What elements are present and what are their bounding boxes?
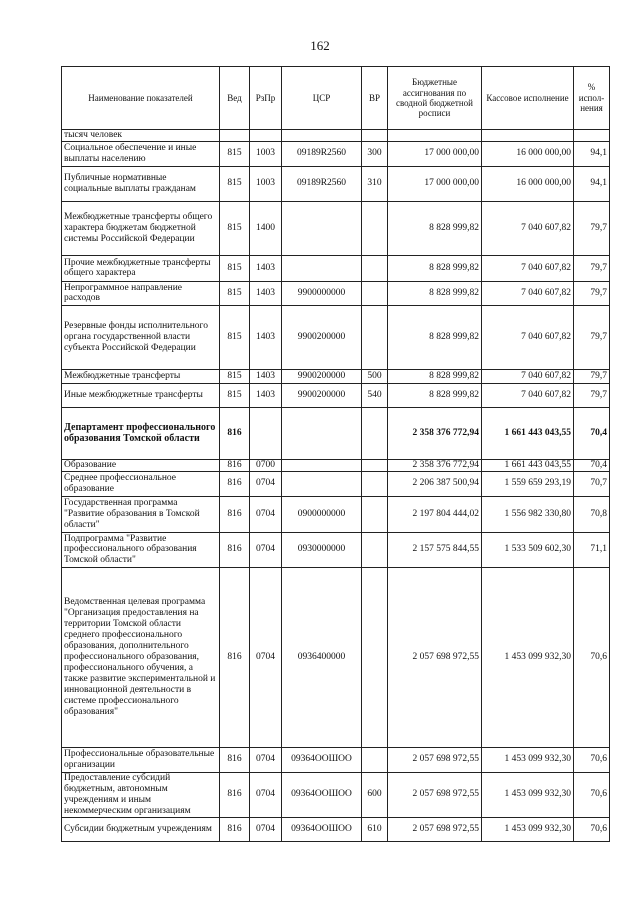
row-vr (362, 407, 388, 459)
table-row (62, 567, 610, 747)
row-ved: 815 (220, 255, 250, 281)
row-csr: 09189R2560 (282, 141, 362, 166)
row-rzpr (250, 407, 282, 459)
row-cash-execution: 1 453 099 932,30 (482, 817, 574, 841)
row-vr: 540 (362, 383, 388, 407)
row-percent: 70,4 (574, 407, 610, 459)
table-row (62, 141, 610, 166)
row-cash-execution: 7 040 607,82 (482, 369, 574, 383)
row-ved: 816 (220, 496, 250, 532)
row-csr: 09189R2560 (282, 166, 362, 201)
row-csr: 9900200000 (282, 383, 362, 407)
row-percent: 79,7 (574, 383, 610, 407)
header-csr: ЦСР (282, 67, 362, 130)
row-cash-execution: 16 000 000,00 (482, 141, 574, 166)
row-vr: 300 (362, 141, 388, 166)
header-assignments: Бюджетные ассигнования по сводной бюджетной росписи (388, 67, 482, 130)
row-name: Департамент профессионального образования Томской области (62, 407, 220, 459)
table-row (62, 281, 610, 305)
header-vr: ВР (362, 67, 388, 130)
row-ved: 815 (220, 383, 250, 407)
row-name: Межбюджетные трансферты общего характера бюджетам бюджетной системы Российской Федерации (62, 201, 220, 255)
row-vr (362, 747, 388, 772)
row-vr (362, 281, 388, 305)
row-csr: 09364OOШOO (282, 817, 362, 841)
table-row (62, 369, 610, 383)
row-vr (362, 305, 388, 369)
row-assignments: 2 057 698 972,55 (388, 772, 482, 817)
table-row (62, 255, 610, 281)
row-ved: 815 (220, 281, 250, 305)
row-ved: 816 (220, 407, 250, 459)
row-rzpr: 1403 (250, 305, 282, 369)
row-percent: 79,7 (574, 369, 610, 383)
table-row (62, 772, 610, 817)
row-rzpr: 0704 (250, 772, 282, 817)
row-vr (362, 255, 388, 281)
row-assignments: 2 358 376 772,94 (388, 407, 482, 459)
table-row (62, 496, 610, 532)
row-rzpr: 0700 (250, 459, 282, 471)
row-name: Межбюджетные трансферты (62, 369, 220, 383)
table-row (62, 817, 610, 841)
row-rzpr: 1400 (250, 201, 282, 255)
row-percent: 94,1 (574, 166, 610, 201)
row-name: Резервные фонды исполнительного органа государственной власти субъекта Российской Федерации (62, 305, 220, 369)
budget-table (61, 66, 610, 842)
row-assignments (388, 130, 482, 142)
row-ved: 816 (220, 817, 250, 841)
header-percent: % испол-нения (574, 67, 610, 130)
row-name: Публичные нормативные социальные выплаты гражданам (62, 166, 220, 201)
row-name: Предоставление субсидий бюджетным, автономным учреждениям и иным некоммерческим организациям (62, 772, 220, 817)
row-assignments: 2 206 387 500,94 (388, 471, 482, 496)
row-vr (362, 532, 388, 567)
row-name: Образование (62, 459, 220, 471)
row-name: Иные межбюджетные трансферты (62, 383, 220, 407)
row-rzpr: 1003 (250, 166, 282, 201)
row-ved: 816 (220, 747, 250, 772)
row-vr (362, 459, 388, 471)
row-assignments: 8 828 999,82 (388, 255, 482, 281)
row-ved: 815 (220, 141, 250, 166)
row-rzpr: 0704 (250, 567, 282, 747)
row-cash-execution: 1 559 659 293,19 (482, 471, 574, 496)
header-name: Наименование показателей (62, 67, 220, 130)
row-cash-execution: 1 661 443 043,55 (482, 407, 574, 459)
row-csr: 09364OOШOO (282, 747, 362, 772)
row-csr (282, 255, 362, 281)
row-ved: 815 (220, 369, 250, 383)
page-number: 162 (310, 38, 330, 53)
row-cash-execution: 1 453 099 932,30 (482, 567, 574, 747)
row-cash-execution: 7 040 607,82 (482, 201, 574, 255)
table-row (62, 459, 610, 471)
row-percent: 70,4 (574, 459, 610, 471)
row-name: тысяч человек (62, 130, 220, 142)
row-vr: 310 (362, 166, 388, 201)
row-vr (362, 567, 388, 747)
row-name: Субсидии бюджетным учреждениям (62, 817, 220, 841)
row-name: Государственная программа "Развитие образования в Томской области" (62, 496, 220, 532)
row-ved: 816 (220, 471, 250, 496)
row-csr: 0900000000 (282, 496, 362, 532)
row-name: Ведомственная целевая программа "Организация предоставления на территории Томской области среднего профессионального образования, дополнительного профессионального образования, профессионального обучения, а также развитие экспериментальной и инновационной деятельности в системе профессионального образования" (62, 567, 220, 747)
row-ved: 815 (220, 201, 250, 255)
table-row (62, 383, 610, 407)
row-name: Среднее профессиональное образование (62, 471, 220, 496)
row-cash-execution: 1 453 099 932,30 (482, 772, 574, 817)
row-cash-execution: 1 453 099 932,30 (482, 747, 574, 772)
row-ved (220, 130, 250, 142)
row-assignments: 2 157 575 844,55 (388, 532, 482, 567)
row-csr (282, 130, 362, 142)
row-assignments: 2 358 376 772,94 (388, 459, 482, 471)
row-cash-execution: 7 040 607,82 (482, 305, 574, 369)
row-ved: 816 (220, 567, 250, 747)
row-assignments: 8 828 999,82 (388, 201, 482, 255)
row-percent: 79,7 (574, 281, 610, 305)
row-vr: 500 (362, 369, 388, 383)
header-cash-execution: Кассовое исполнение (482, 67, 574, 130)
row-csr (282, 471, 362, 496)
row-csr (282, 407, 362, 459)
row-assignments: 8 828 999,82 (388, 281, 482, 305)
row-percent: 70,8 (574, 496, 610, 532)
row-csr: 9900200000 (282, 369, 362, 383)
row-percent: 79,7 (574, 255, 610, 281)
row-cash-execution: 7 040 607,82 (482, 383, 574, 407)
row-csr (282, 201, 362, 255)
row-csr: 09364OOШOO (282, 772, 362, 817)
row-csr: 9900200000 (282, 305, 362, 369)
row-assignments: 17 000 000,00 (388, 166, 482, 201)
table-row (62, 201, 610, 255)
row-percent: 94,1 (574, 141, 610, 166)
table-row (62, 532, 610, 567)
row-rzpr: 1403 (250, 369, 282, 383)
row-name: Подпрограмма "Развитие профессионального образования Томской области" (62, 532, 220, 567)
row-rzpr: 0704 (250, 496, 282, 532)
table-row (62, 305, 610, 369)
row-percent: 70,6 (574, 772, 610, 817)
header-ved: Вед (220, 67, 250, 130)
row-cash-execution: 1 556 982 330,80 (482, 496, 574, 532)
table-header-row (62, 67, 610, 130)
row-assignments: 8 828 999,82 (388, 369, 482, 383)
row-rzpr: 1003 (250, 141, 282, 166)
row-percent: 70,6 (574, 567, 610, 747)
row-vr (362, 496, 388, 532)
table-row (62, 747, 610, 772)
row-ved: 816 (220, 459, 250, 471)
row-cash-execution: 1 533 509 602,30 (482, 532, 574, 567)
row-assignments: 2 197 804 444,02 (388, 496, 482, 532)
row-name: Непрограммное направление расходов (62, 281, 220, 305)
row-rzpr (250, 130, 282, 142)
row-cash-execution: 1 661 443 043,55 (482, 459, 574, 471)
row-rzpr: 1403 (250, 383, 282, 407)
table-row (62, 407, 610, 459)
row-name: Прочие межбюджетные трансферты общего характера (62, 255, 220, 281)
row-rzpr: 0704 (250, 747, 282, 772)
row-assignments: 2 057 698 972,55 (388, 817, 482, 841)
table-row (62, 471, 610, 496)
row-ved: 816 (220, 772, 250, 817)
row-csr: 9900000000 (282, 281, 362, 305)
row-rzpr: 0704 (250, 532, 282, 567)
row-percent: 70,6 (574, 817, 610, 841)
row-ved: 815 (220, 305, 250, 369)
row-percent: 70,6 (574, 747, 610, 772)
row-assignments: 2 057 698 972,55 (388, 567, 482, 747)
row-percent (574, 130, 610, 142)
row-cash-execution: 16 000 000,00 (482, 166, 574, 201)
header-rzpr: РзПр (250, 67, 282, 130)
row-percent: 71,1 (574, 532, 610, 567)
row-rzpr: 1403 (250, 281, 282, 305)
row-name: Профессиональные образовательные организации (62, 747, 220, 772)
row-cash-execution (482, 130, 574, 142)
row-csr: 0936400000 (282, 567, 362, 747)
row-percent: 70,7 (574, 471, 610, 496)
row-rzpr: 0704 (250, 817, 282, 841)
row-percent: 79,7 (574, 305, 610, 369)
row-vr (362, 471, 388, 496)
row-csr (282, 459, 362, 471)
table-row (62, 166, 610, 201)
row-cash-execution: 7 040 607,82 (482, 281, 574, 305)
row-name: Социальное обеспечение и иные выплаты населению (62, 141, 220, 166)
row-vr: 600 (362, 772, 388, 817)
row-assignments: 8 828 999,82 (388, 383, 482, 407)
row-rzpr: 1403 (250, 255, 282, 281)
row-csr: 0930000000 (282, 532, 362, 567)
row-ved: 816 (220, 532, 250, 567)
row-vr (362, 201, 388, 255)
row-vr (362, 130, 388, 142)
row-cash-execution: 7 040 607,82 (482, 255, 574, 281)
row-rzpr: 0704 (250, 471, 282, 496)
row-assignments: 17 000 000,00 (388, 141, 482, 166)
row-assignments: 8 828 999,82 (388, 305, 482, 369)
table-row (62, 130, 610, 142)
row-vr: 610 (362, 817, 388, 841)
row-assignments: 2 057 698 972,55 (388, 747, 482, 772)
row-ved: 815 (220, 166, 250, 201)
row-percent: 79,7 (574, 201, 610, 255)
